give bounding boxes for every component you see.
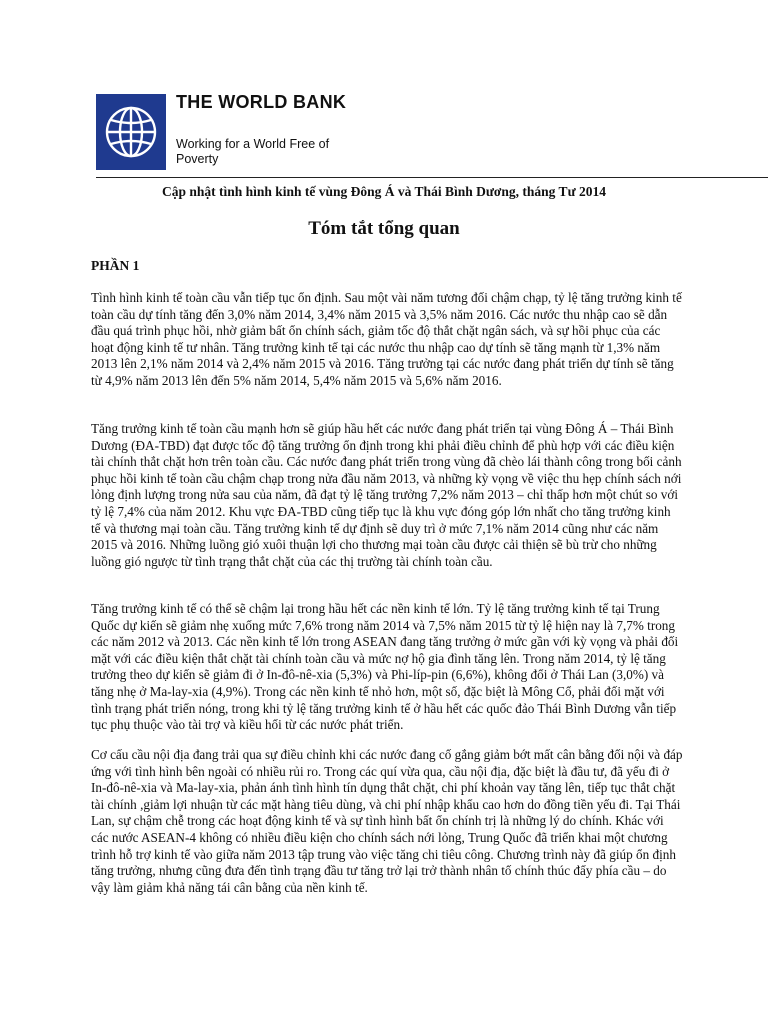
- page-title: Tóm tắt tổng quan: [308, 218, 460, 239]
- paragraph-3: Tăng trưởng kinh tế có thể sẽ chậm lại trong hầu hết các nền kinh tế lớn. Tỷ lệ tăng trưởng kinh tế tại Trung Quốc dự kiến sẽ giảm nhẹ xuống mức 7,6% trong năm 2014 và 7,5% năm 2015 từ tỷ lệ hiện nay là 7,7% trong các năm 2012 và 2013. Các nền kinh tế lớn trong ASEAN đang tăng trưởng ở mức gần với kỳ vọng và phải đối mặt với các điều kiện thắt chặt tài chính toàn cầu và mức nợ hộ gia đình tăng lên. Trong năm 2014, tỷ lệ tăng trưởng theo dự kiến sẽ giảm đi ở In-đô-nê-xia (5,3%) và Phi-líp-pin (6,6%), không đổi ở Thái Lan (3,0%) và tăng nhẹ ở Ma-lay-xia (4,9%). Trong các nền kinh tế nhỏ hơn, một số, đặc biệt là Mông Cổ, phải đối mặt với tình trạng phát triển nóng, trong khi tỷ lệ tăng trưởng kinh tế ở hầu hết các quốc đảo Thái Bình Dương vẫn tiếp tục phụ thuộc vào tài trợ và kiều hối từ các nước phát triển.: [91, 601, 679, 733]
- header-rule: [96, 177, 768, 178]
- section-heading: PHẦN 1: [91, 258, 140, 273]
- paragraph-1: Tình hình kinh tế toàn cầu vẫn tiếp tục ổn định. Sau một vài năm tương đối chậm chạp, tỷ lệ tăng trưởng kinh tế toàn cầu dự tính tăng đến 3,0% năm 2014, 3,4% năm 2015 và 3,5% năm 2016. Các nước thu nhập cao sẽ dẫn đầu quá trình phục hồi, nhờ giảm bất ổn chính sách, giảm tốc độ thắt chặt ngân sách, và sự hồi phục của các hoạt động kinh tế tư nhân. Tăng trưởng kinh tế tại các nước thu nhập cao dự tính sẽ tăng mạnh từ 1,3% năm 2013 lên 2,1% năm 2014 và 2,4% năm 2015 và 2016. Tăng trưởng tại các nước đang phát triển dự tính sẽ tăng từ 4,9% năm 2013 lên đến 5% năm 2014, 5,4% năm 2015 và 5,6% năm 2016.: [91, 290, 682, 388]
- report-subtitle: Cập nhật tình hình kinh tế vùng Đông Á và Thái Bình Dương, tháng Tư 2014: [161, 184, 607, 199]
- logo-tagline: Working for a World Free of Poverty: [176, 137, 330, 166]
- globe-icon: [96, 94, 166, 170]
- logo-name: THE WORLD BANK: [176, 92, 347, 112]
- world-bank-logo: [96, 92, 347, 170]
- paragraph-4: Cơ cấu cầu nội địa đang trải qua sự điều chỉnh khi các nước đang cố gắng giảm bớt mất cân bằng đối nội và đáp ứng với tình hình bên ngoài có nhiều rủi ro. Trong các quí vừa qua, cầu nội địa, đặc biệt là đầu tư, đã yếu đi ở In-đô-nê-xia và Ma-lay-xia, phản ánh tình hình tín dụng thắt chặt, chi phí khoản vay tăng lên, tiếp tục thắt chặt tài chính ,giảm lợi nhuận từ các mặt hàng tiêu dùng, và chi phí nhập khẩu cao hơn do đồng tiền yếu đi. Tại Thái Lan, sự chậm chễ trong các hoạt động kinh tế và sự tình hình bất ổn chính trị là những lý do chính. Khác với các nước ASEAN-4 không có nhiều điều kiện cho chính sách nới lỏng, Trung Quốc đã triển khai một chương trình hỗ trợ kinh tế vào giữa năm 2013 tập trung vào việc tăng chi tiêu công. Chương trình này đã giúp ổn định tăng trưởng, nhưng cũng đưa đến tình trạng đầu tư tăng trở lại trở thành nhân tố chính thúc đẩy phía cầu – do vậy làm giảm khả năng tái cân bằng của nền kinh tế.: [91, 747, 683, 895]
- paragraph-2: Tăng trưởng kinh tế toàn cầu mạnh hơn sẽ giúp hầu hết các nước đang phát triển tại vùng Đông Á – Thái Bình Dương (ĐA-TBD) đạt được tốc độ tăng trưởng ổn định trong khi phải điều chỉnh để phù hợp với các điều kiện tài chính thắt chặt hơn trên toàn cầu. Các nước đang phát triển trong vùng đã chèo lái thành công trong bối cảnh phục hồi kinh tế toàn cầu chậm chạp trong nửa đầu năm 2013, và những kỳ vọng về việc thu hẹp chính sách nới lỏng định lượng trong nửa sau của năm, đã đạt tỷ lệ tăng trưởng 7,2% năm 2013 – chỉ thấp hơn một chút so với tỷ lệ 7,4% của năm 2012. Khu vực ĐA-TBD cũng tiếp tục là khu vực đóng góp lớn nhất cho tăng trưởng kinh tế và thương mại toàn cầu. Tăng trưởng kinh tế dự định sẽ duy trì ở mức 7,1% năm 2014 cũng như các năm 2015 và 2016. Những luồng gió xuôi thuận lợi cho thương mại toàn cầu được cải thiện sẽ bù trừ cho những luồng gió ngược từ tình trạng thắt chặt của các thị trường tài chính toàn cầu.: [91, 421, 682, 569]
